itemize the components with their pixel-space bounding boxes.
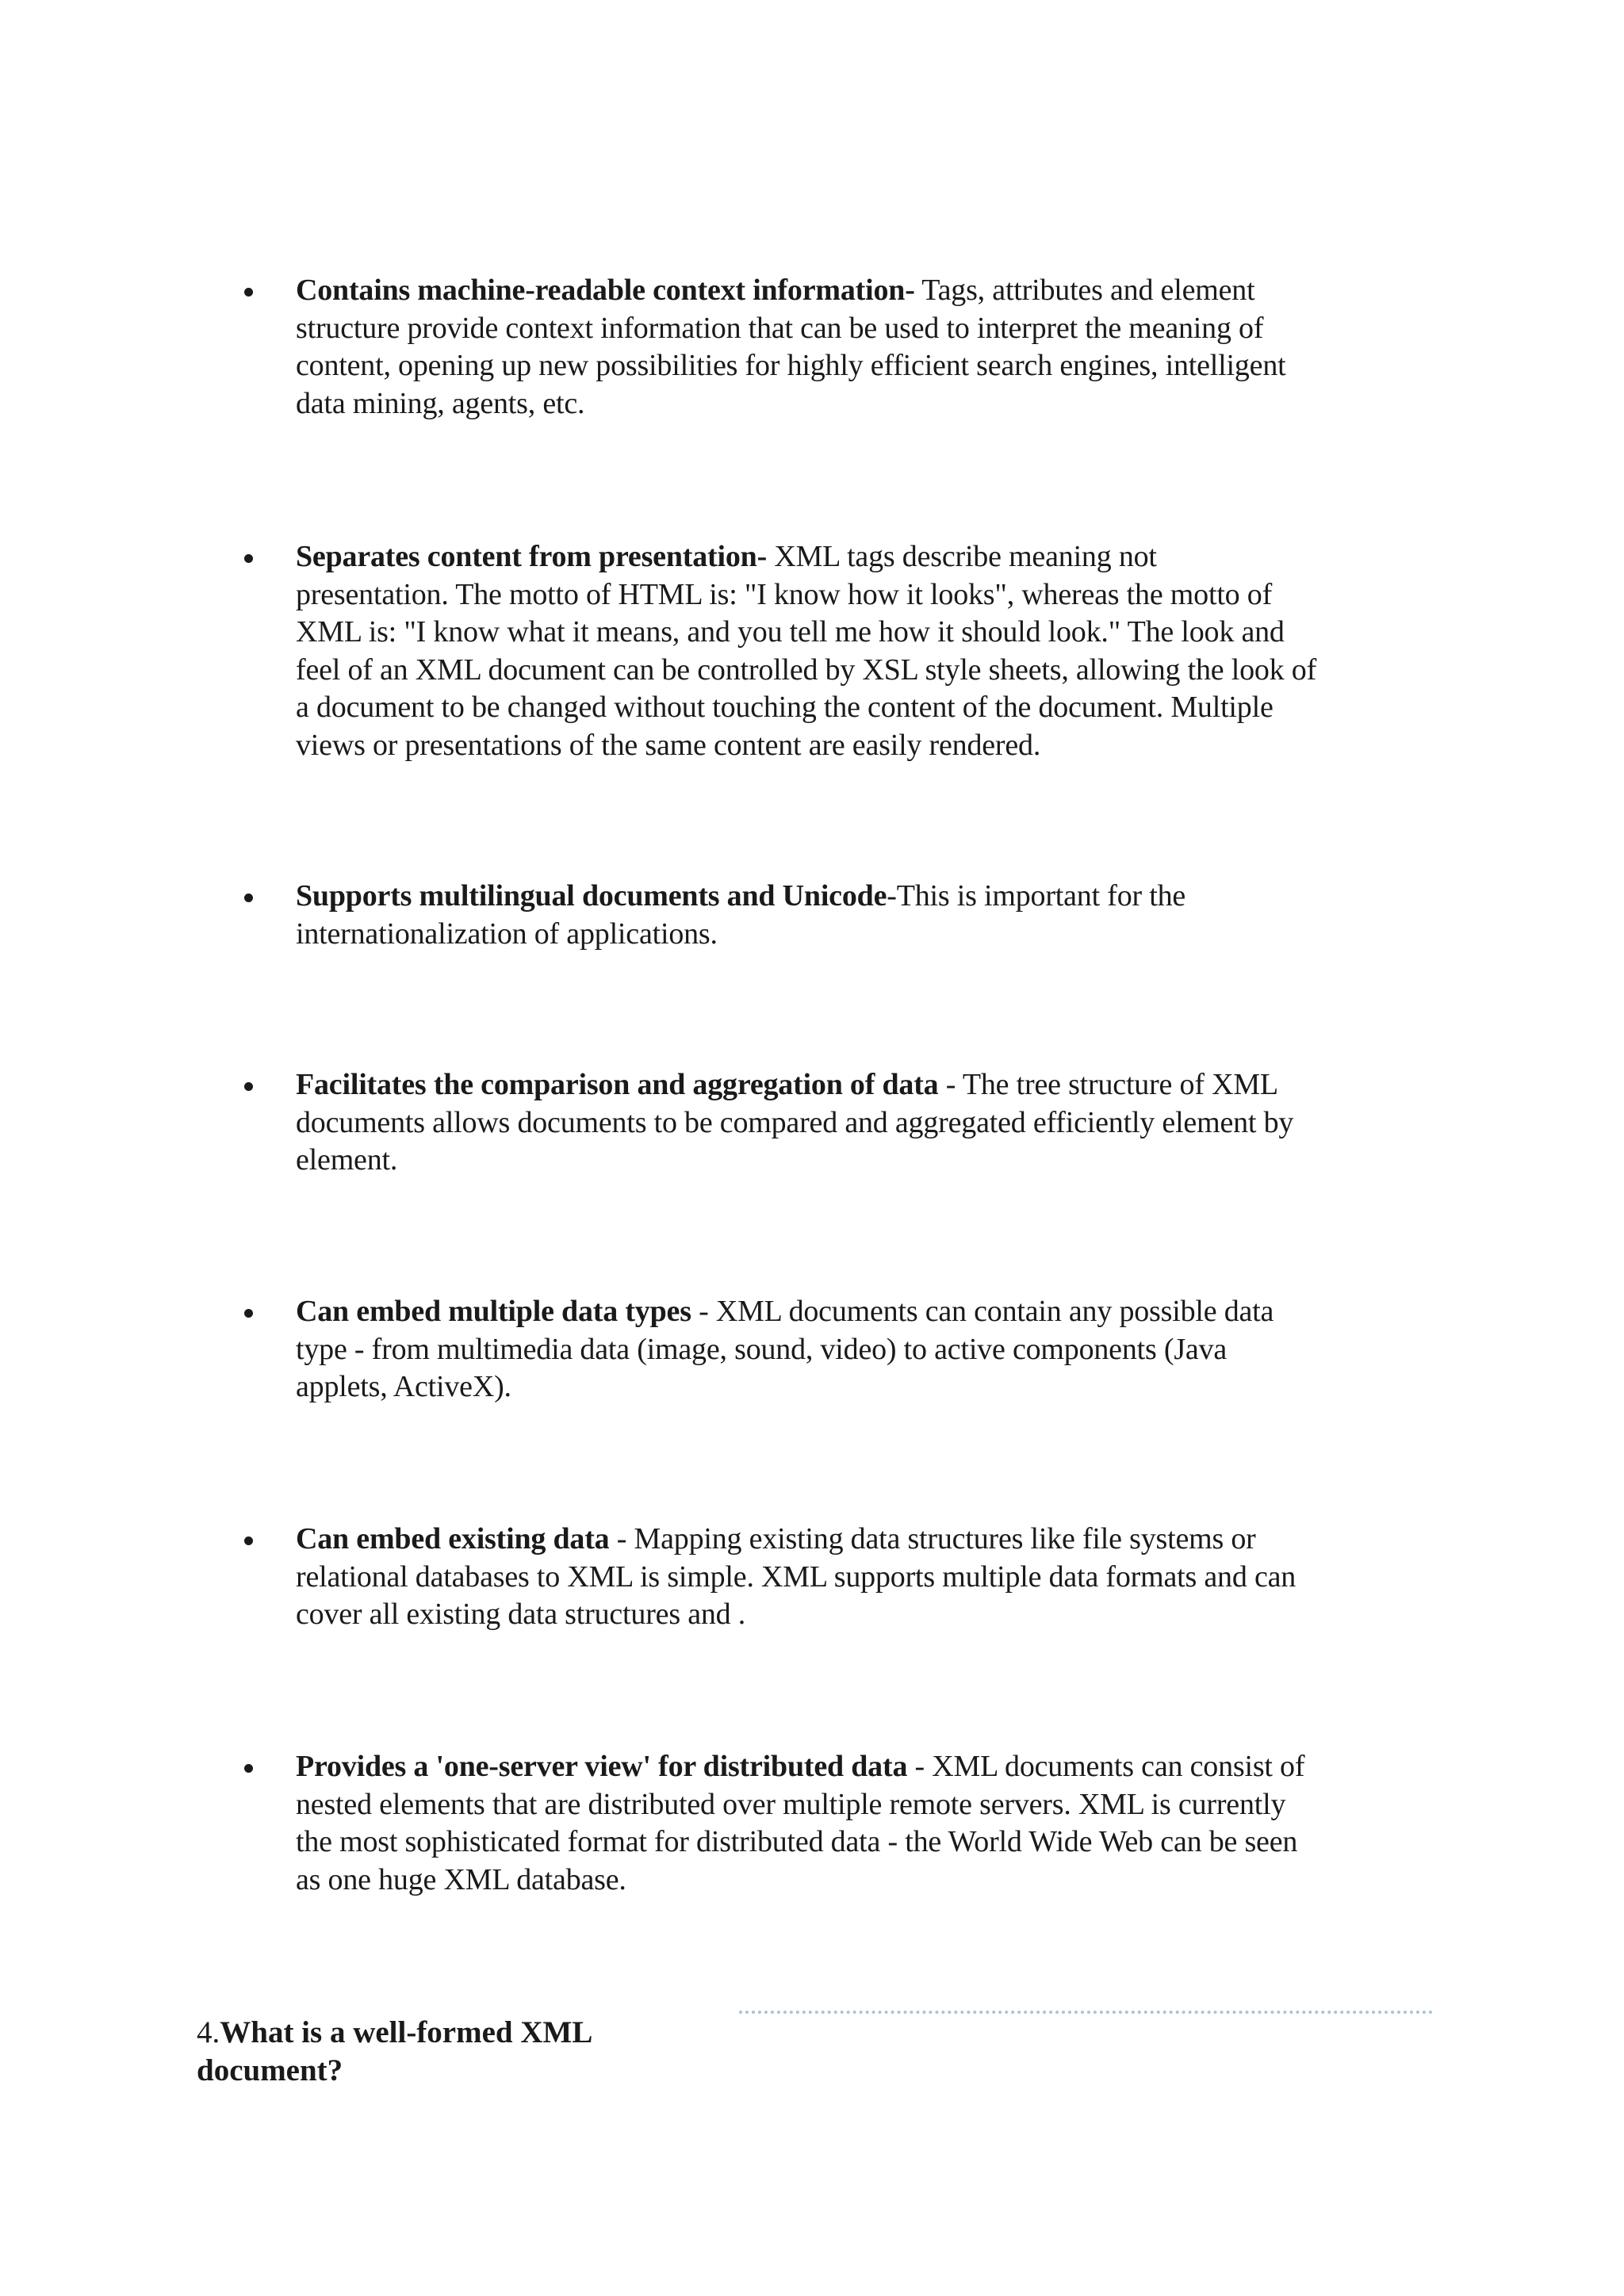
bullet-body: - Mapping existing data structures like file systems or — [609, 1522, 1256, 1556]
bullet-line — [296, 1521, 1434, 1559]
bullet-text — [296, 538, 1434, 764]
bullet-line — [296, 272, 1434, 310]
bullet-line: views or presentations of the same content are easily rendered. — [296, 728, 1041, 762]
bullet-lead: Can embed existing data — [296, 1522, 610, 1556]
bullet-lead: Supports multilingual documents and Unicode — [296, 879, 887, 913]
bullet-line: type - from multimedia data (image, sound, video) to active components (Java — [296, 1332, 1228, 1366]
bullet-body: - XML documents can consist of — [907, 1750, 1305, 1783]
bullet-line: applets, ActiveX). — [296, 1370, 511, 1403]
bullet-line: content, opening up new possibilities for highly efficient search engines, intelligent — [296, 349, 1286, 382]
bullet-text — [296, 1293, 1434, 1406]
dotted-separator — [739, 2011, 1433, 2014]
bullet-lead: Can embed multiple data types — [296, 1295, 691, 1328]
bullet-body: Tags, attributes and element — [914, 274, 1255, 307]
bullet-dot-icon — [244, 554, 253, 563]
question-text: What is a well-formed XML — [220, 2015, 593, 2049]
bullet-line — [296, 1748, 1434, 1786]
bullet-lead: Provides a 'one-server view' for distributed data — [296, 1750, 908, 1783]
bullet-line: feel of an XML document can be controlled by XSL style sheets, allowing the look of — [296, 652, 1317, 687]
question-heading — [197, 2014, 592, 2090]
bullet-text — [296, 1066, 1434, 1180]
bullet-line: relational databases to XML is simple. XML supports multiple data formats and can — [296, 1559, 1297, 1594]
bullet-lead: Contains machine-readable context information- — [296, 274, 915, 307]
bullet-line: documents allows documents to be compared and aggregated efficiently element by — [296, 1105, 1294, 1139]
bullet-text — [296, 1748, 1434, 1899]
question-line-2: document? — [197, 2053, 343, 2087]
bullet-body: - XML documents can contain any possible data — [691, 1295, 1274, 1328]
bullet-line: cover all existing data structures and . — [296, 1598, 746, 1631]
bullet-line — [296, 1293, 1434, 1331]
bullet-line: element. — [296, 1143, 398, 1177]
bullet-dot-icon — [244, 288, 253, 297]
bullet-line — [296, 538, 1434, 576]
bullet-lead: Facilitates the comparison and aggregation of data — [296, 1068, 939, 1101]
bullet-text — [296, 272, 1434, 423]
bullet-text — [296, 878, 1434, 953]
question-line — [197, 2014, 592, 2052]
question-number: 4. — [197, 2015, 220, 2049]
bullet-line — [296, 878, 1434, 916]
bullet-line: structure provide context information that can be used to interpret the meaning of — [296, 311, 1264, 345]
bullet-line: a document to be changed without touching the content of the document. Multiple — [296, 691, 1274, 724]
bullet-body: - The tree structure of XML — [938, 1068, 1278, 1101]
bullet-dot-icon — [244, 1536, 253, 1545]
bullet-line: presentation. The motto of HTML is: "I know how it looks", whereas the motto of — [296, 577, 1273, 611]
bullet-line: as one huge XML database. — [296, 1862, 626, 1896]
bullet-dot-icon — [244, 1764, 253, 1773]
bullet-dot-icon — [244, 894, 253, 902]
bullet-line: nested elements that are distributed over multiple remote servers. XML is currently — [296, 1787, 1286, 1821]
bullet-lead: Separates content from presentation- — [296, 540, 768, 573]
bullet-line: internationalization of applications. — [296, 916, 718, 951]
bullet-dot-icon — [244, 1082, 253, 1091]
bullet-line — [296, 1066, 1434, 1104]
bullet-dot-icon — [244, 1309, 253, 1318]
bullet-line: the most sophisticated format for distributed data - the World Wide Web can be seen — [296, 1825, 1298, 1858]
bullet-line: XML is: "I know what it means, and you tell me how it should look." The look and — [296, 615, 1285, 649]
bullet-body: XML tags describe meaning not — [767, 540, 1157, 573]
bullet-text — [296, 1521, 1434, 1634]
bullet-line: data mining, agents, etc. — [296, 386, 585, 420]
bullet-body: -This is important for the — [887, 879, 1186, 913]
